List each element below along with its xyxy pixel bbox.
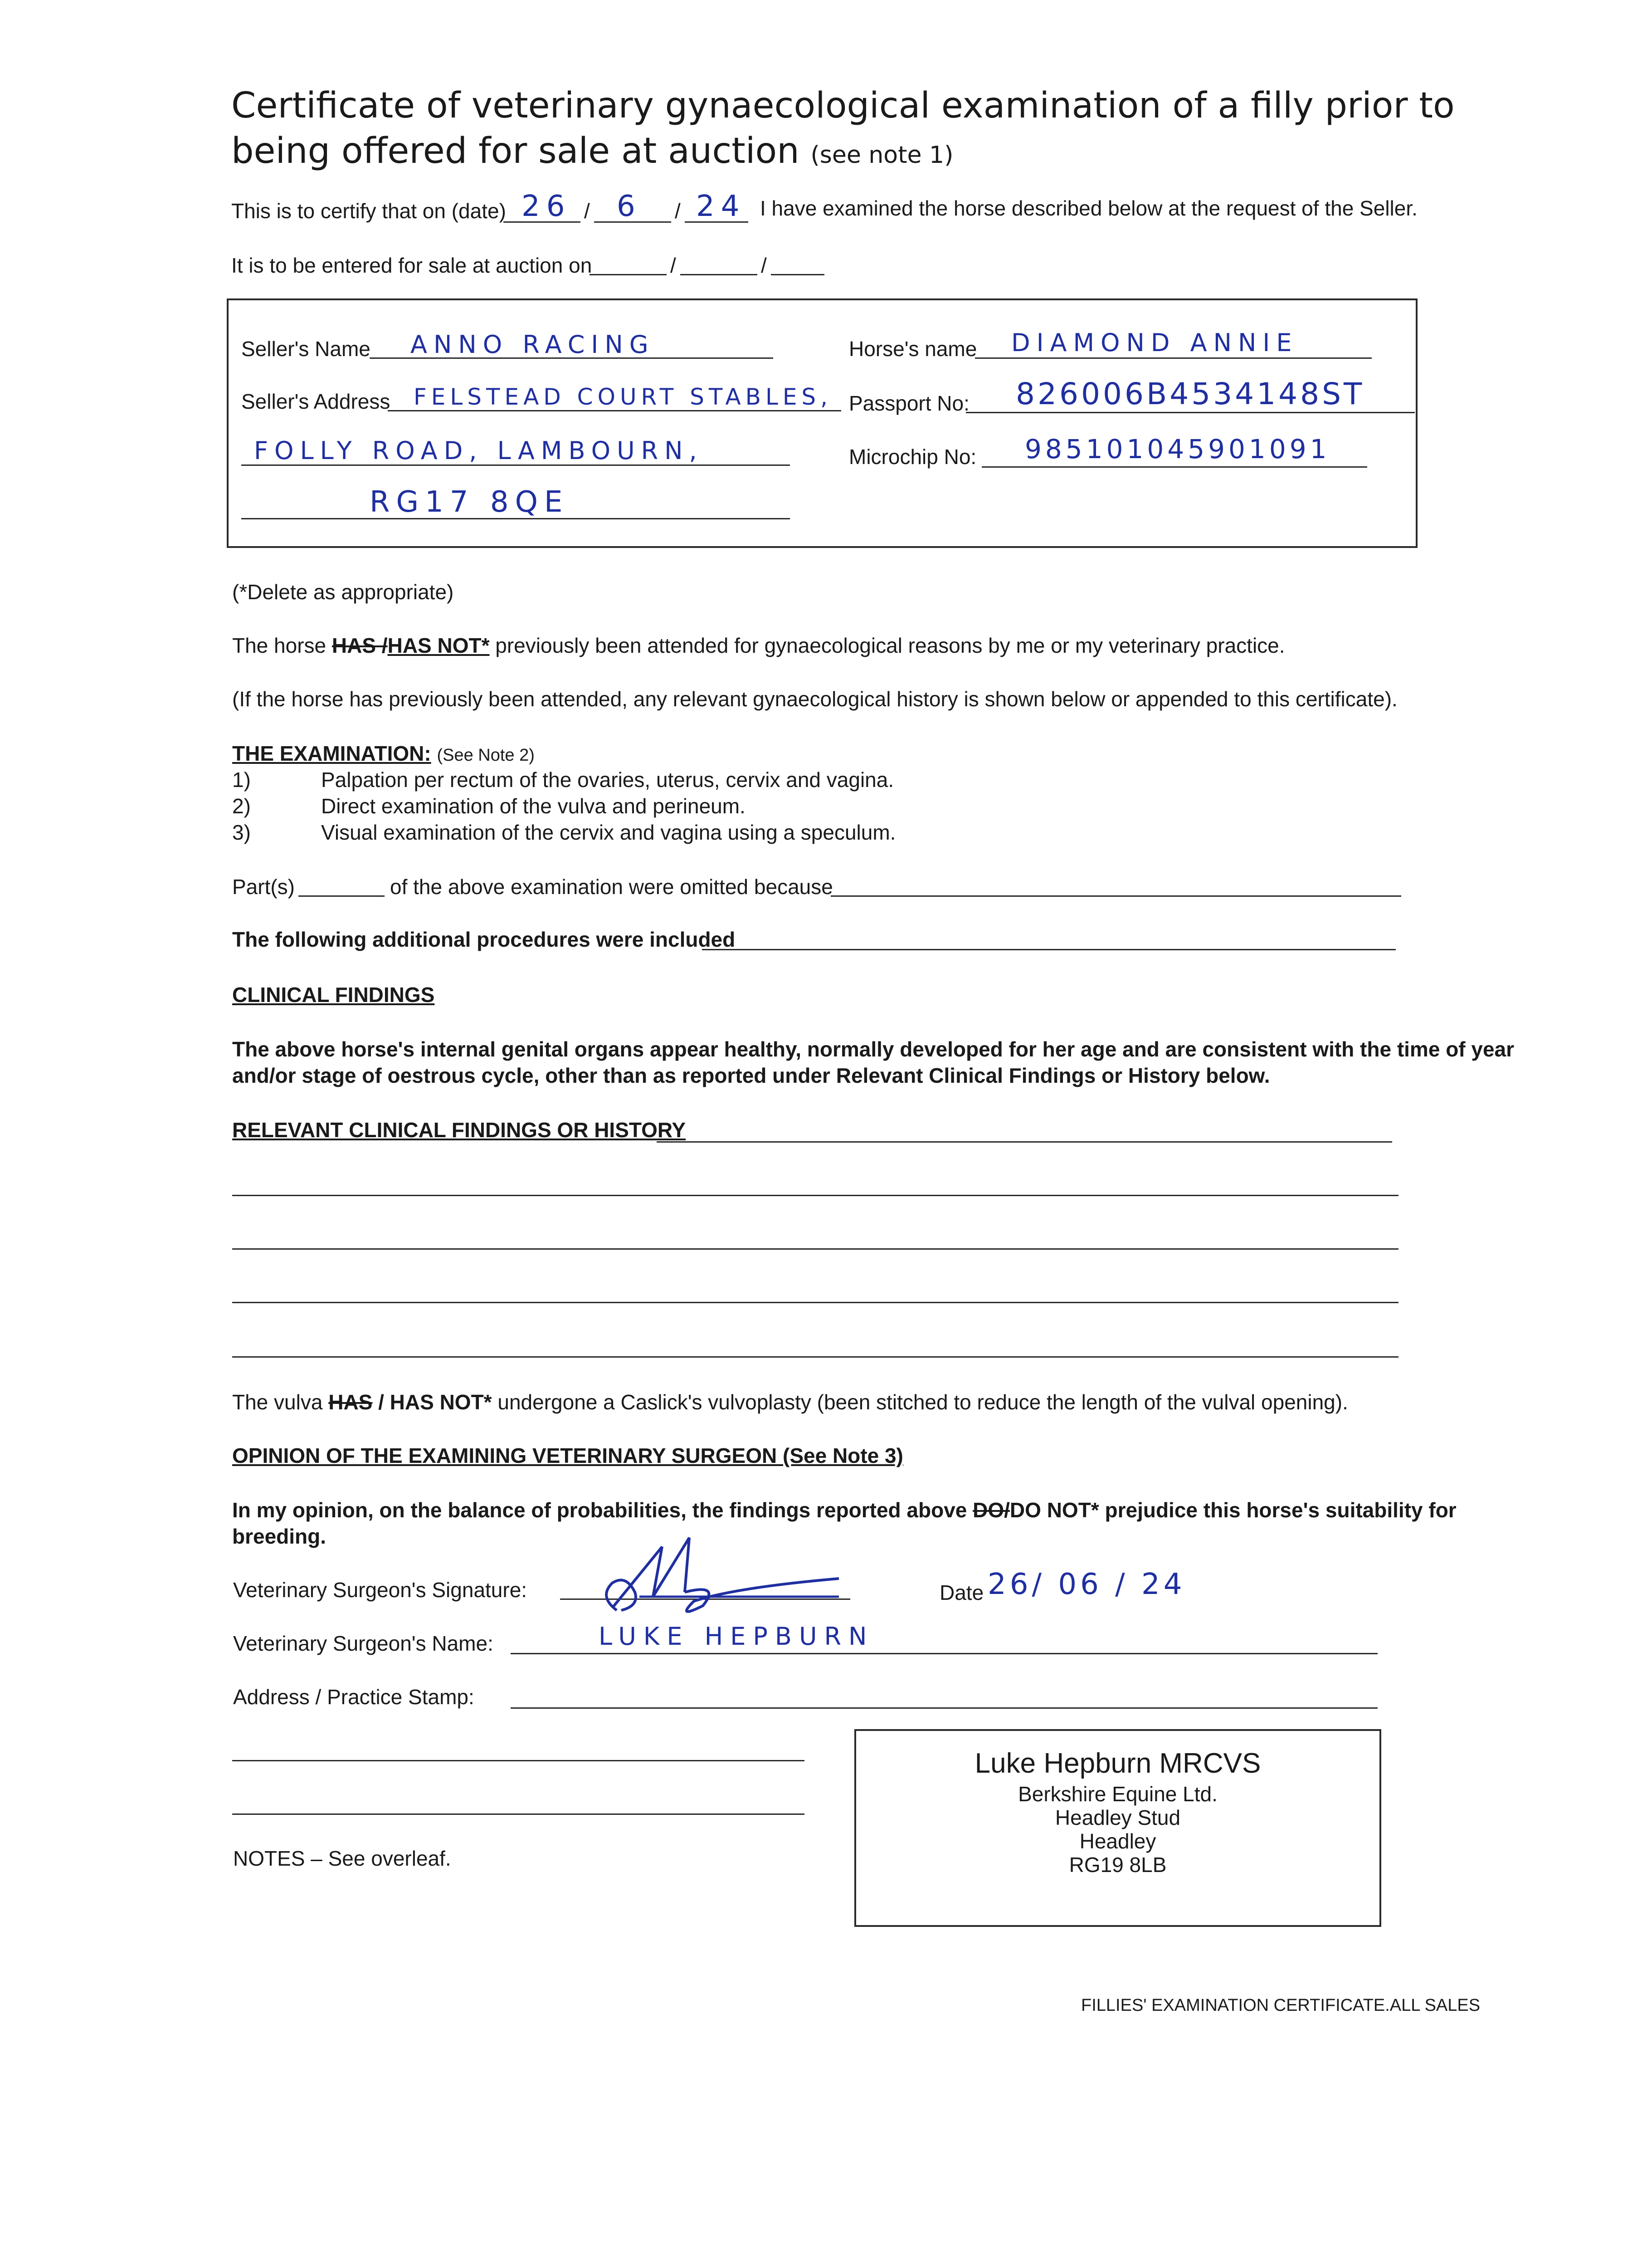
exam-item-text-3: Visual examination of the cervix and vagina using a speculum. xyxy=(321,821,896,844)
seller-name-label: Seller's Name xyxy=(241,337,370,361)
seller-address-line-1[interactable]: FELSTEAD COURT STABLES, xyxy=(414,384,833,410)
clinical-statement-1: The above horse's internal genital organs appear healthy, normally developed for her age and are consistent with the time of year xyxy=(232,1037,1515,1061)
relevant-line-4[interactable] xyxy=(232,1302,1398,1303)
date-value[interactable]: 26/ 06 / 24 xyxy=(988,1568,1186,1601)
exam-item-text-2: Direct examination of the vulva and perineum. xyxy=(321,794,746,818)
auction-label: It is to be entered for sale at auction on xyxy=(231,254,592,277)
omitted-middle: of the above examination were omitted because xyxy=(390,875,833,899)
opinion-suffix: prejudice this horse's suitability for xyxy=(1105,1498,1457,1522)
auction-year-line[interactable] xyxy=(771,274,824,275)
name-value[interactable]: LUKE HEPBURN xyxy=(599,1622,874,1651)
auction-month-line[interactable] xyxy=(680,274,757,275)
additional-line[interactable] xyxy=(702,949,1396,950)
extra-line-1[interactable] xyxy=(232,1760,804,1761)
passport-value[interactable]: 826006B4534148ST xyxy=(1016,376,1365,411)
certify-year: 24 xyxy=(696,190,746,223)
attended-suffix: previously been attended for gynaecological reasons by me or my veterinary practice. xyxy=(495,634,1285,657)
stamp-name: Luke Hepburn MRCVS xyxy=(975,1748,1261,1779)
microchip-value[interactable]: 985101045901091 xyxy=(1025,434,1330,464)
opinion-do-not: DO NOT* xyxy=(1009,1498,1099,1522)
exam-item-num-2: 2) xyxy=(232,794,251,818)
examination-heading-row xyxy=(232,741,535,766)
history-note: (If the horse has previously been attended, any relevant gynaecological history is shown below or appended to this certificate). xyxy=(232,687,1398,711)
seller-name-value[interactable]: ANNO RACING xyxy=(410,330,655,359)
seller-address-label: Seller's Address xyxy=(241,390,390,413)
additional-label: The following additional procedures were included xyxy=(232,928,736,951)
passport-label: Passport No: xyxy=(849,391,970,415)
auction-day-line[interactable] xyxy=(590,274,667,275)
attended-prefix: The horse xyxy=(232,634,326,657)
stamp-line-2: Headley Stud xyxy=(1055,1806,1181,1829)
certify-prefix: This is to certify that on (date) xyxy=(231,199,506,223)
vulva-has-struck: HAS xyxy=(328,1390,373,1414)
certify-day: 26 xyxy=(521,190,571,223)
stamp-line-4: RG19 8LB xyxy=(1069,1853,1167,1877)
vulva-prefix: The vulva xyxy=(232,1390,323,1414)
clinical-statement-2: and/or stage of oestrous cycle, other than as reported under Relevant Clinical Findings or History below. xyxy=(232,1064,1270,1087)
auction-sep-2: / xyxy=(761,254,767,277)
vulva-statement xyxy=(232,1390,1348,1414)
opinion-heading: OPINION OF THE EXAMINING VETERINARY SURGEON (See Note 3) xyxy=(232,1444,903,1467)
certify-sep-2: / xyxy=(675,199,681,223)
address-line[interactable] xyxy=(511,1707,1378,1709)
examination-see-note: (See Note 2) xyxy=(437,746,535,765)
attended-has-struck: HAS / xyxy=(331,634,388,657)
opinion-prefix: In my opinion, on the balance of probabilities, the findings reported above xyxy=(232,1498,967,1522)
seller-address-line-2[interactable]: FOLLY ROAD, LAMBOURN, xyxy=(254,436,703,465)
vulva-suffix: undergone a Caslick's vulvoplasty (been stitched to reduce the length of the vulval opening). xyxy=(497,1390,1348,1414)
signature-label: Veterinary Surgeon's Signature: xyxy=(233,1578,527,1602)
relevant-line-3[interactable] xyxy=(232,1248,1398,1250)
omitted-reason-line[interactable] xyxy=(831,895,1401,897)
omitted-parts-line[interactable] xyxy=(298,895,385,897)
vulva-has-not: / HAS NOT* xyxy=(378,1390,492,1414)
certify-month: 6 xyxy=(617,190,642,223)
opinion-line-1 xyxy=(232,1498,1457,1522)
opinion-do-struck: DO/ xyxy=(973,1498,1010,1522)
omitted-prefix: Part(s) xyxy=(232,875,295,899)
attended-statement xyxy=(232,633,1285,658)
address-stamp-label: Address / Practice Stamp: xyxy=(233,1685,474,1709)
relevant-line-2[interactable] xyxy=(232,1195,1398,1196)
notes: NOTES – See overleaf. xyxy=(233,1847,451,1870)
relevant-line-5[interactable] xyxy=(232,1356,1398,1358)
title-line-1: Certificate of veterinary gynaecological examination of a filly prior to xyxy=(231,85,1455,126)
opinion-line-2: breeding. xyxy=(232,1525,326,1548)
examination-heading: THE EXAMINATION: xyxy=(232,742,431,765)
title-note: (see note 1) xyxy=(810,142,954,169)
name-label: Veterinary Surgeon's Name: xyxy=(233,1632,493,1655)
relevant-heading: RELEVANT CLINICAL FINDINGS OR HISTORY xyxy=(232,1118,686,1142)
certify-sep-1: / xyxy=(584,199,590,223)
seller-address-line-3[interactable]: RG17 8QE xyxy=(370,485,569,519)
title-line-2 xyxy=(231,131,953,171)
exam-item-num-3: 3) xyxy=(232,821,251,844)
horse-name-label: Horse's name xyxy=(849,337,977,361)
date-label: Date xyxy=(940,1581,984,1604)
exam-item-num-1: 1) xyxy=(232,768,251,792)
stamp-line-1: Berkshire Equine Ltd. xyxy=(1018,1782,1218,1806)
horse-name-value[interactable]: DIAMOND ANNIE xyxy=(1011,328,1298,357)
certify-suffix: I have examined the horse described below at the request of the Seller. xyxy=(760,196,1418,220)
attended-has-not: HAS NOT* xyxy=(387,634,490,657)
clinical-heading: CLINICAL FINDINGS xyxy=(232,983,435,1007)
auction-sep-1: / xyxy=(670,254,676,277)
title-line-2-text: being offered for sale at auction xyxy=(231,131,799,171)
relevant-line-1[interactable] xyxy=(657,1141,1392,1143)
microchip-label: Microchip No: xyxy=(849,445,977,469)
delete-note: (*Delete as appropriate) xyxy=(232,580,454,604)
extra-line-2[interactable] xyxy=(232,1813,804,1815)
signature-scribble[interactable] xyxy=(585,1529,866,1624)
footer-label: FILLIES' EXAMINATION CERTIFICATE.ALL SALES xyxy=(1081,1996,1481,2015)
exam-item-text-1: Palpation per rectum of the ovaries, uterus, cervix and vagina. xyxy=(321,768,894,792)
stamp-line-3: Headley xyxy=(1079,1829,1156,1853)
